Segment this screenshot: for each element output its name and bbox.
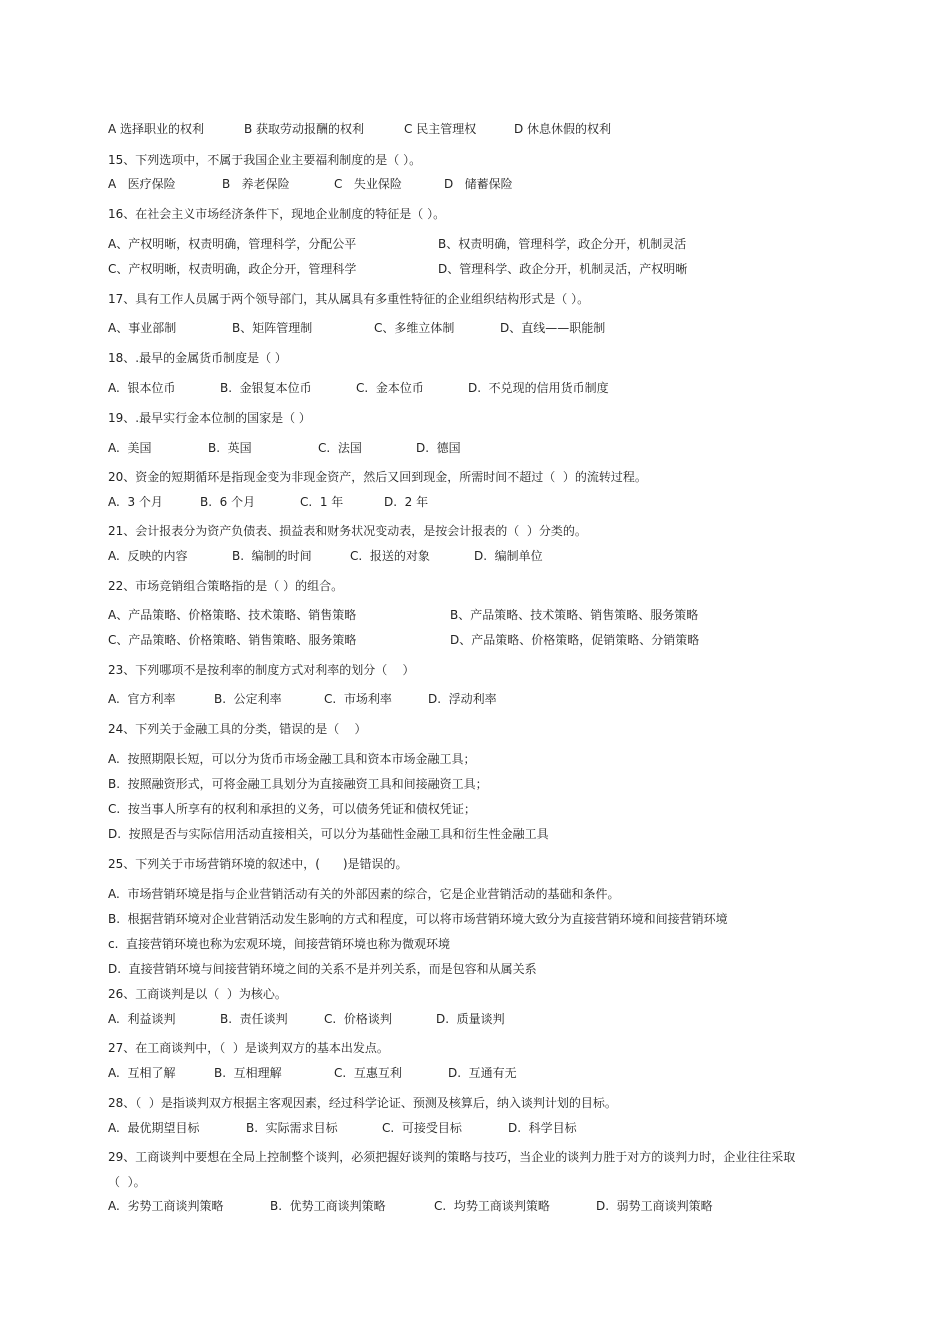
option-text: D. 德国 xyxy=(416,441,461,455)
question-text: A. 市场营销环境是指与企业营销活动有关的外部因素的综合，它是企业营销活动的基础和条件。 xyxy=(108,887,620,901)
option-text: A. 美国 xyxy=(108,441,152,455)
option-text: D. 2 年 xyxy=(384,495,429,509)
question-text: c. 直接营销环境也称为宏观环境，间接营销环境也称为微观环境 xyxy=(108,937,451,951)
option-text: A. 反映的内容 xyxy=(108,549,188,563)
option-text: C、产品策略、价格策略、销售策略、服务策略 xyxy=(108,633,357,647)
option-text: A. 3 个月 xyxy=(108,495,163,509)
option-text: C. 价格谈判 xyxy=(324,1012,392,1026)
option-text: B. 编制的时间 xyxy=(232,549,312,563)
option-text: C. 市场利率 xyxy=(324,692,392,706)
option-text: C. 法国 xyxy=(318,441,362,455)
option-text: A. 劣势工商谈判策略 xyxy=(108,1199,224,1213)
option-text: D. 互通有无 xyxy=(448,1066,517,1080)
option-text: D. 科学目标 xyxy=(508,1121,577,1135)
option-text: C、多维立体制 xyxy=(374,321,455,335)
question-text: 20、资金的短期循环是指现金变为非现金资产，然后又回到现金，所需时间不超过（ ）的流转过程。 xyxy=(108,470,647,484)
option-text: A、产品策略、价格策略、技术策略、销售策略 xyxy=(108,608,357,622)
option-text: A. 官方利率 xyxy=(108,692,176,706)
question-text: 15、下列选项中，不属于我国企业主要福利制度的是（ ）。 xyxy=(108,153,422,167)
option-text: B 养老保险 xyxy=(222,177,290,191)
question-text: A. 按照期限长短，可以分为货币市场金融工具和资本市场金融工具； xyxy=(108,752,476,766)
question-text: 28、（ ）是指谈判双方根据主客观因素，经过科学论证、预测及核算后，纳入谈判计划的目标。 xyxy=(108,1096,617,1110)
question-text: B. 根据营销环境对企业营销活动发生影响的方式和程度，可以将市场营销环境大致分为直接营销环境和间接营销环境 xyxy=(108,912,728,926)
question-text: 19、.最早实行金本位制的国家是（ ） xyxy=(108,411,311,425)
question-text: 21、会计报表分为资产负债表、损益表和财务状况变动表，是按会计报表的（ ）分类的。 xyxy=(108,524,587,538)
option-text: A 医疗保险 xyxy=(108,177,176,191)
option-text: A 选择职业的权利 xyxy=(108,122,205,136)
option-text: B、矩阵管理制 xyxy=(232,321,313,335)
option-text: B 获取劳动报酬的权利 xyxy=(244,122,365,136)
question-text: 22、市场竞销组合策略指的是（ ）的组合。 xyxy=(108,579,344,593)
option-text: B. 公定利率 xyxy=(214,692,282,706)
question-text: 25、下列关于市场营销环境的叙述中，( )是错误的。 xyxy=(108,857,408,871)
option-text: D. 质量谈判 xyxy=(436,1012,505,1026)
option-text: D、直线——职能制 xyxy=(500,321,606,335)
option-text: D. 不兑现的信用货币制度 xyxy=(468,381,609,395)
option-text: B. 6 个月 xyxy=(200,495,256,509)
question-text: 23、下列哪项不是按利率的制度方式对利率的划分（ ） xyxy=(108,663,415,677)
option-text: C. 均势工商谈判策略 xyxy=(434,1199,550,1213)
option-text: C. 可接受目标 xyxy=(382,1121,462,1135)
question-text: B. 按照融资形式，可将金融工具划分为直接融资工具和间接融资工具； xyxy=(108,777,488,791)
option-text: B. 责任谈判 xyxy=(220,1012,288,1026)
option-text: C 民主管理权 xyxy=(404,122,477,136)
option-text: B. 实际需求目标 xyxy=(246,1121,338,1135)
question-text: D. 直接营销环境与间接营销环境之间的关系不是并列关系，而是包容和从属关系 xyxy=(108,962,537,976)
question-text: D. 按照是否与实际信用活动直接相关，可以分为基础性金融工具和衍生性金融工具 xyxy=(108,827,549,841)
option-text: B. 金银复本位币 xyxy=(220,381,312,395)
option-text: A、事业部制 xyxy=(108,321,177,335)
option-text: D 储蓄保险 xyxy=(444,177,513,191)
option-text: C. 金本位币 xyxy=(356,381,424,395)
question-text: （ ）。 xyxy=(108,1175,146,1189)
option-text: C、产权明晰，权责明确，政企分开，管理科学 xyxy=(108,262,357,276)
question-text: 26、工商谈判是以（ ）为核心。 xyxy=(108,987,287,1001)
option-text: B. 英国 xyxy=(208,441,252,455)
option-text: D. 浮动利率 xyxy=(428,692,497,706)
option-text: D. 弱势工商谈判策略 xyxy=(596,1199,713,1213)
option-text: C 失业保险 xyxy=(334,177,402,191)
question-text: 29、工商谈判中要想在全局上控制整个谈判，必须把握好谈判的策略与技巧，当企业的谈判力胜于对方的谈判力时，企业往往采取 xyxy=(108,1150,796,1164)
option-text: A、产权明晰，权责明确，管理科学，分配公平 xyxy=(108,237,357,251)
option-text: D、产品策略、价格策略，促销策略、分销策略 xyxy=(450,633,700,647)
option-text: B、权责明确，管理科学，政企分开，机制灵活 xyxy=(438,237,687,251)
option-text: A. 互相了解 xyxy=(108,1066,176,1080)
question-text: 17、具有工作人员属于两个领导部门，其从属具有多重性特征的企业组织结构形式是（ ）。 xyxy=(108,292,590,306)
option-text: C. 互惠互利 xyxy=(334,1066,402,1080)
question-text: C. 按当事人所享有的权利和承担的义务，可以债务凭证和债权凭证； xyxy=(108,802,476,816)
option-text: D 休息休假的权利 xyxy=(514,122,612,136)
option-text: D、管理科学、政企分开，机制灵活，产权明晰 xyxy=(438,262,688,276)
question-text: 27、在工商谈判中，（ ）是谈判双方的基本出发点。 xyxy=(108,1041,389,1055)
option-text: B、产品策略、技术策略、销售策略、服务策略 xyxy=(450,608,699,622)
option-text: C. 报送的对象 xyxy=(350,549,430,563)
option-text: C. 1 年 xyxy=(300,495,344,509)
option-text: B. 优势工商谈判策略 xyxy=(270,1199,386,1213)
option-text: D. 编制单位 xyxy=(474,549,543,563)
option-text: A. 银本位币 xyxy=(108,381,176,395)
option-text: B. 互相理解 xyxy=(214,1066,282,1080)
option-text: A. 最优期望目标 xyxy=(108,1121,200,1135)
option-text: A. 利益谈判 xyxy=(108,1012,176,1026)
question-text: 18、.最早的金属货币制度是（ ） xyxy=(108,351,287,365)
question-text: 16、在社会主义市场经济条件下，现地企业制度的特征是（ ）。 xyxy=(108,207,446,221)
question-text: 24、下列关于金融工具的分类，错误的是（ ） xyxy=(108,722,367,736)
